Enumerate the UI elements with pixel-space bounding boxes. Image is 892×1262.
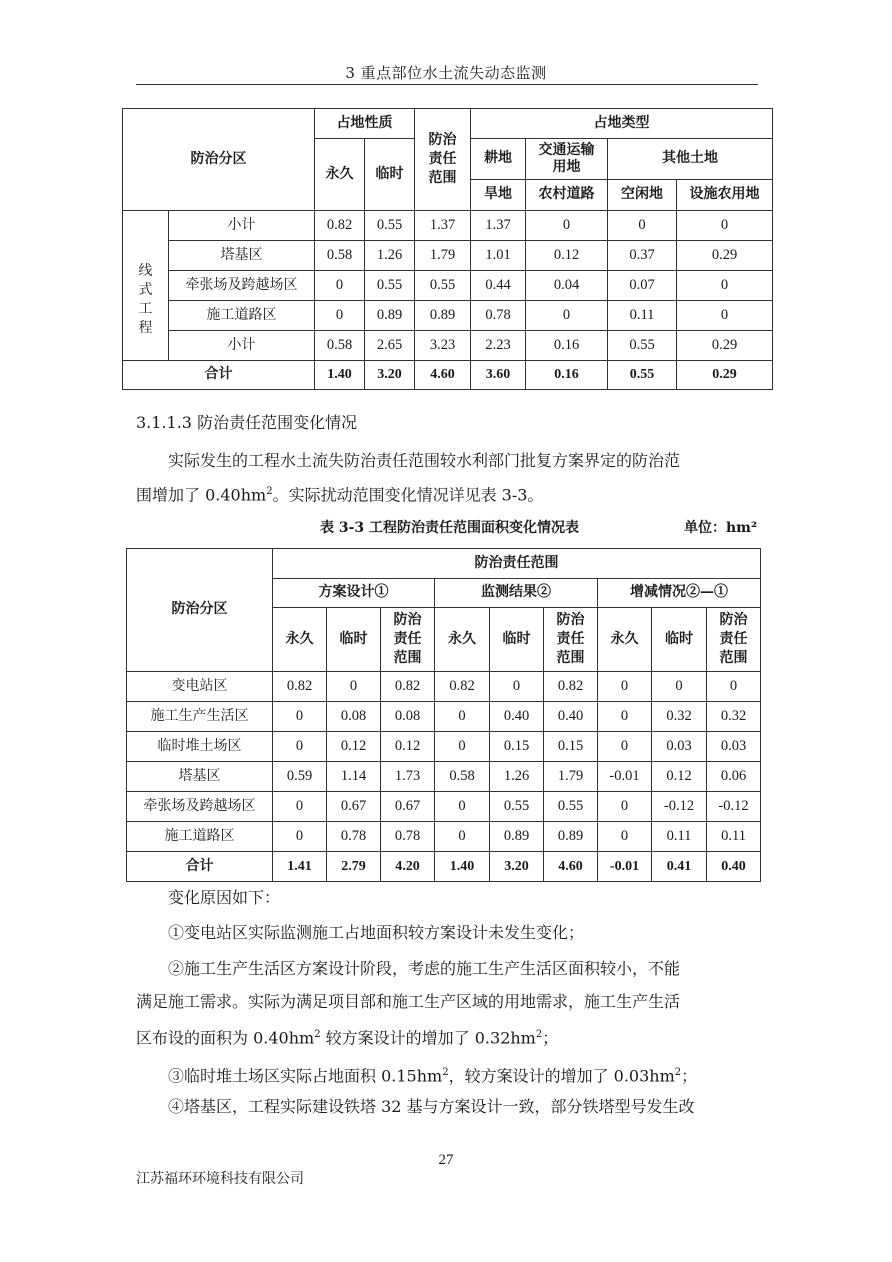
cell: 0 [677,301,773,331]
cell: 1.73 [381,762,435,792]
cell: 0 [273,702,327,732]
permanent-header: 永久 [273,608,327,672]
cell: 0 [526,211,608,241]
cell: 0 [598,672,652,702]
cell: 3.60 [471,361,526,390]
total-row [123,361,773,390]
cell: 0.78 [381,822,435,852]
cell: 0.03 [652,732,707,762]
cell: 0.55 [608,331,677,361]
table-row [127,702,761,732]
cell: 0 [435,732,490,762]
cell: 0.82 [435,672,490,702]
row-name: 塔基区 [169,241,315,271]
cell: -0.01 [598,852,652,882]
table-row [123,301,773,331]
rural-road-header: 农村道路 [526,180,608,211]
plan-design-header: 方案设计① [273,579,435,608]
cell: 0 [273,822,327,852]
cell: 0 [598,822,652,852]
company-name: 江苏福环环境科技有限公司 [136,1171,304,1187]
table-row [127,822,761,852]
other-land-header: 其他土地 [608,139,773,180]
cell: 0.12 [327,732,381,762]
reason-3: ③临时堆土场区实际占地面积 $0.15hm^2$，较方案设计的增加了 $0.03hm^2$； [168,1066,698,1086]
scope-change-table [126,548,761,882]
cell: 1.40 [315,361,365,390]
cell: 0.15 [544,732,598,762]
cell: 0.55 [415,271,471,301]
cell: 0 [598,702,652,732]
temporary-header: 临时 [327,608,381,672]
zone-header: 防治分区 [123,109,315,211]
reason-2-line3: 区布设的面积为 $0.40hm^2$ 较方案设计的增加了 $0.32hm^2$； [136,1028,559,1048]
land-type-header: 占地类型 [471,109,773,139]
cell: 1.26 [490,762,544,792]
cell: 0.32 [707,702,761,732]
table-row [127,672,761,702]
cell: 0.58 [435,762,490,792]
cell: 4.60 [415,361,471,390]
cell: 0.58 [315,331,365,361]
cell: 2.65 [365,331,415,361]
running-header: 3 重点部位水土流失动态监测 [345,64,547,82]
cell: 0.55 [608,361,677,390]
cell: 0 [315,271,365,301]
row-name: 小计 [169,331,315,361]
facility-land-header: 设施农用地 [677,180,773,211]
idle-land-header: 空闲地 [608,180,677,211]
farmland-header: 耕地 [471,139,526,180]
dryland-header: 旱地 [471,180,526,211]
cell: 0.82 [315,211,365,241]
row-name: 牵张场及跨越场区 [169,271,315,301]
scope-top-header: 防治责任范围 [273,549,761,579]
scope-header: 防治 责任 范围 [707,608,761,672]
cell: 0.12 [652,762,707,792]
page-number: 27 [438,1152,454,1168]
cell: 0.11 [707,822,761,852]
cell: 0.08 [327,702,381,732]
cell: 1.40 [435,852,490,882]
cell: 0.29 [677,361,773,390]
transport-header: 交通运输 用地 [526,139,608,180]
cell: 1.41 [273,852,327,882]
cell: 0 [315,301,365,331]
cell: 0.89 [415,301,471,331]
cell: 1.01 [471,241,526,271]
cell: 0 [327,672,381,702]
cell: 1.37 [471,211,526,241]
table-row [123,211,773,241]
cell: 0.12 [526,241,608,271]
line-project-group-label: 线 式 工 程 [123,241,169,361]
cell: 0.12 [381,732,435,762]
cell: 1.26 [365,241,415,271]
row-name: 合计 [127,852,273,882]
cell: 0.07 [608,271,677,301]
cell: 3.23 [415,331,471,361]
scope-header: 防治 责任 范围 [544,608,598,672]
row-name: 牵张场及跨越场区 [127,792,273,822]
cell: -0.01 [598,762,652,792]
cell: 2.23 [471,331,526,361]
cell: 0.67 [327,792,381,822]
cell: 0.32 [652,702,707,732]
paragraph-line: 围增加了 $0.40hm^2$。实际扰动范围变化情况详见表 3-3。 [136,485,544,505]
row-name: 施工道路区 [169,301,315,331]
cell: 0.55 [365,211,415,241]
section-heading: 3.1.1.3 防治责任范围变化情况 [136,413,358,432]
cell: 0.11 [608,301,677,331]
table-caption: 表 3-3 工程防治责任范围面积变化情况表 [320,520,580,536]
cell: 0 [677,211,773,241]
cell: 3.20 [365,361,415,390]
permanent-header: 永久 [315,139,365,211]
cell: 0.89 [365,301,415,331]
reason-1: ①变电站区实际监测施工占地面积较方案设计未发生变化； [168,923,585,942]
land-occupation-table [122,108,773,390]
row-name: 合计 [123,361,315,390]
cell: 0 [435,822,490,852]
header-rule [136,84,758,85]
cell: 1.79 [544,762,598,792]
cell: 1.37 [415,211,471,241]
cell: 0.29 [677,331,773,361]
temporary-header: 临时 [652,608,707,672]
cell: 0.78 [327,822,381,852]
scope-header: 防治 责任 范围 [415,109,471,211]
cell: 0.37 [608,241,677,271]
row-name: 施工生产生活区 [127,702,273,732]
table-row [127,762,761,792]
cell: 3.20 [490,852,544,882]
cell: 0 [435,792,490,822]
table-row [123,271,773,301]
scope-header: 防治 责任 范围 [381,608,435,672]
reason-2-line2: 满足施工需求。实际为满足项目部和施工生产区域的用地需求，施工生产生活 [136,992,681,1011]
cell: 0.82 [273,672,327,702]
zone-header: 防治分区 [127,549,273,672]
cell: 0 [490,672,544,702]
cell: 0.89 [544,822,598,852]
table-row [127,732,761,762]
cell: 0 [707,672,761,702]
cell: 0 [273,732,327,762]
change-header: 增减情况②—① [598,579,761,608]
cell: 0.41 [652,852,707,882]
land-nature-header: 占地性质 [315,109,415,139]
cell: 0 [677,271,773,301]
cell: 0.11 [652,822,707,852]
cell: 4.60 [544,852,598,882]
cell: 0 [598,732,652,762]
row-name: 变电站区 [127,672,273,702]
cell: 1.79 [415,241,471,271]
temporary-header: 临时 [490,608,544,672]
paragraph-line: 实际发生的工程水土流失防治责任范围较水利部门批复方案界定的防治范 [168,451,681,470]
cell: 0 [608,211,677,241]
reason-4: ④塔基区，工程实际建设铁塔 32 基与方案设计一致，部分铁塔型号发生改 [168,1097,695,1116]
total-row [127,852,761,882]
cell: 0.08 [381,702,435,732]
cell: 0.55 [365,271,415,301]
cell: 0 [526,301,608,331]
table-row [123,331,773,361]
cell: 0.78 [471,301,526,331]
table-row [123,241,773,271]
cell: 0.82 [381,672,435,702]
cell: -0.12 [652,792,707,822]
cell: 0.16 [526,331,608,361]
reason-2-line1: ②施工生产生活区方案设计阶段，考虑的施工生产生活区面积较小，不能 [168,959,681,978]
cell: 0.44 [471,271,526,301]
cell: 2.79 [327,852,381,882]
cell: 0.40 [490,702,544,732]
table-row [127,792,761,822]
row-name: 施工道路区 [127,822,273,852]
cell: 0 [652,672,707,702]
row-name: 临时堆土场区 [127,732,273,762]
cell: 0.55 [544,792,598,822]
cell: 0.89 [490,822,544,852]
row-name: 塔基区 [127,762,273,792]
cell: 1.14 [327,762,381,792]
temporary-header: 临时 [365,139,415,211]
cell: 4.20 [381,852,435,882]
cell: 0.59 [273,762,327,792]
cell: 0.40 [707,852,761,882]
permanent-header: 永久 [435,608,490,672]
cell: 0.04 [526,271,608,301]
cell: 0.58 [315,241,365,271]
cell: 0.16 [526,361,608,390]
cell: -0.12 [707,792,761,822]
cell: 0.67 [381,792,435,822]
cell: 0.03 [707,732,761,762]
cell: 0.15 [490,732,544,762]
cell: 0.55 [490,792,544,822]
cell: 0.40 [544,702,598,732]
table-unit: 单位：hm² [684,520,758,536]
cell: 0.82 [544,672,598,702]
cell: 0.06 [707,762,761,792]
permanent-header: 永久 [598,608,652,672]
cell: 0 [273,792,327,822]
cell: 0.29 [677,241,773,271]
cell: 0 [435,702,490,732]
row-name: 小计 [169,211,315,241]
reasons-intro: 变化原因如下： [168,888,281,907]
monitor-result-header: 监测结果② [435,579,598,608]
cell: 0 [598,792,652,822]
